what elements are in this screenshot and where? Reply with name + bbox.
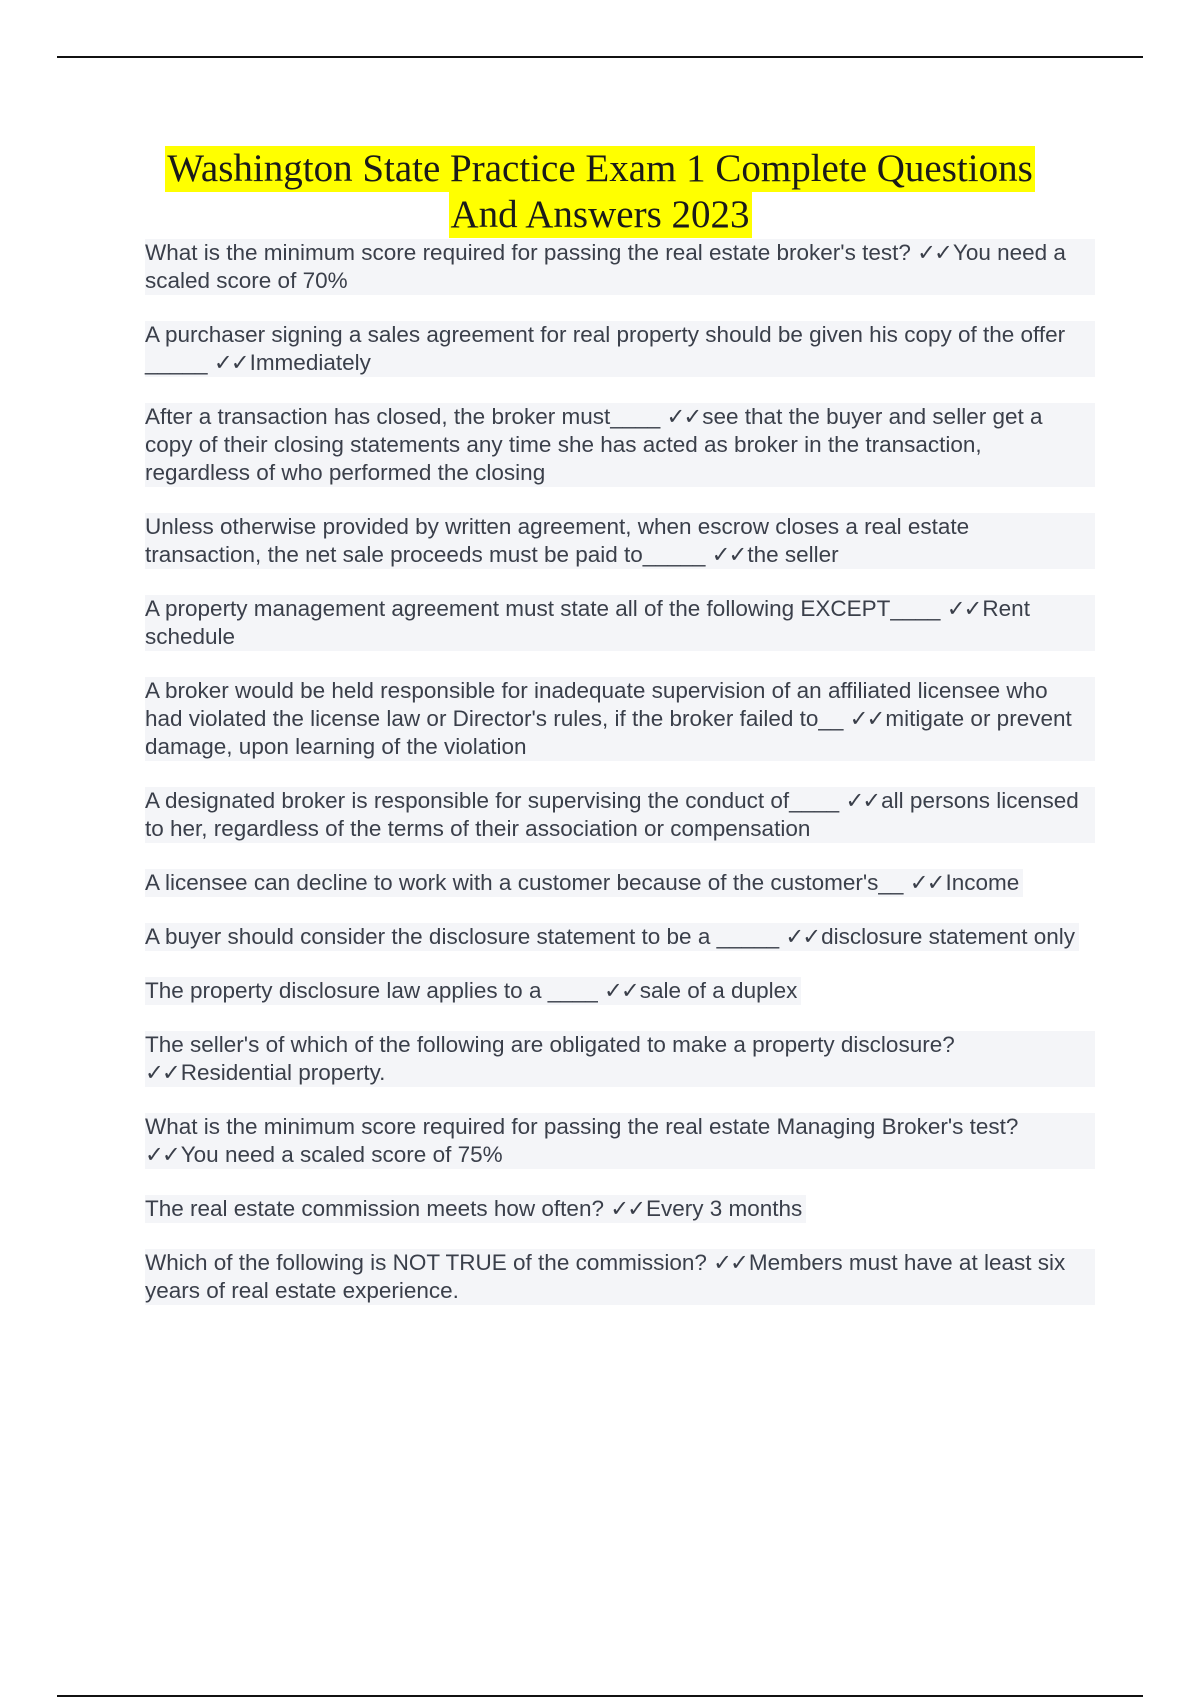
double-check-icon: ✓✓ [145, 1142, 179, 1167]
double-check-icon: ✓✓ [917, 240, 951, 265]
title-line-1: Washington State Practice Exam 1 Complete Questions [167, 147, 1033, 190]
answer-text: all persons licensed to her, regardless of the terms of their association or compensation [145, 788, 1079, 841]
document-title [0, 146, 1200, 238]
question-text: Unless otherwise provided by written agreement, when escrow closes a real estate transaction, the net sale proceeds must be paid to_____ [145, 514, 970, 567]
answer-text: the seller [747, 542, 839, 567]
answer-text: Residential property. [180, 1060, 386, 1085]
qa-text [145, 595, 1095, 651]
qa-text [145, 321, 1095, 377]
question-text: Which of the following is NOT TRUE of the commission? [145, 1250, 707, 1275]
question-text: A purchaser signing a sales agreement for real property should be given his copy of the offer _____ [145, 322, 1066, 375]
double-check-icon: ✓✓ [909, 870, 944, 895]
question-text: A designated broker is responsible for supervising the conduct of____ [145, 788, 840, 813]
question-text: A broker would be held responsible for inadequate supervision of an affiliated licensee who had violated the license law or Director's rules, if the broker failed to__ [145, 678, 1048, 731]
top-rule [57, 56, 1143, 58]
double-check-icon: ✓✓ [946, 596, 981, 621]
answer-text: Every 3 months [645, 1196, 803, 1221]
double-check-icon: ✓✓ [666, 404, 701, 429]
answer-text: You need a scaled score of 75% [180, 1142, 503, 1167]
question-text: The real estate commission meets how often? [145, 1196, 604, 1221]
double-check-icon: ✓✓ [845, 788, 880, 813]
qa-text [145, 1031, 1095, 1087]
qa-text [145, 923, 1079, 951]
answer-text: Immediately [249, 350, 371, 375]
double-check-icon: ✓✓ [610, 1196, 644, 1221]
answer-text: You need a scaled score of 70% [145, 240, 1066, 293]
qa-text [145, 239, 1095, 295]
qa-text [145, 1249, 1095, 1305]
qa-item [145, 1113, 1095, 1169]
qa-text [145, 869, 1023, 897]
double-check-icon: ✓✓ [785, 924, 820, 949]
question-text: The seller's of which of the following are obligated to make a property disclosure? [145, 1032, 955, 1057]
qa-item [145, 595, 1095, 651]
qa-item [145, 239, 1095, 295]
question-text: The property disclosure law applies to a ____ [145, 978, 598, 1003]
qa-item [145, 1249, 1095, 1305]
answer-text: Members must have at least six years of real estate experience. [145, 1250, 1066, 1303]
double-check-icon: ✓✓ [711, 542, 746, 567]
double-check-icon: ✓✓ [213, 350, 248, 375]
answer-text: Income [945, 870, 1020, 895]
answer-text: mitigate or prevent damage, upon learning of the violation [145, 706, 1072, 759]
qa-text [145, 403, 1095, 487]
qa-item [145, 513, 1095, 569]
qa-text [145, 787, 1095, 843]
question-text: What is the minimum score required for passing the real estate Managing Broker's test? [145, 1114, 1019, 1139]
qa-item [145, 403, 1095, 487]
question-text: After a transaction has closed, the broker must____ [145, 404, 661, 429]
title-line-2: And Answers 2023 [450, 193, 750, 236]
answer-text: see that the buyer and seller get a copy of their closing statements any time she has acted as broker in the transaction, regardless of who performed the closing [145, 404, 1043, 485]
qa-text [145, 1113, 1095, 1169]
question-text: A property management agreement must state all of the following EXCEPT____ [145, 596, 941, 621]
question-text: What is the minimum score required for passing the real estate broker's test? [145, 240, 911, 265]
double-check-icon: ✓✓ [713, 1250, 747, 1275]
qa-text [145, 677, 1095, 761]
qa-item [145, 787, 1095, 843]
double-check-icon: ✓✓ [849, 706, 884, 731]
question-text: A buyer should consider the disclosure statement to be a _____ [145, 924, 780, 949]
qa-text [145, 1195, 806, 1223]
qa-item [145, 321, 1095, 377]
qa-item [145, 1031, 1095, 1087]
qa-item [145, 977, 1095, 1005]
answer-text: disclosure statement only [821, 924, 1076, 949]
question-text: A licensee can decline to work with a customer because of the customer's__ [145, 870, 904, 895]
qa-text [145, 513, 1095, 569]
answer-text: sale of a duplex [639, 978, 798, 1003]
qa-list [145, 239, 1095, 1331]
qa-item [145, 923, 1095, 951]
qa-item [145, 1195, 1095, 1223]
answer-text: Rent schedule [145, 596, 1030, 649]
double-check-icon: ✓✓ [145, 1060, 179, 1085]
double-check-icon: ✓✓ [604, 978, 638, 1003]
qa-item [145, 677, 1095, 761]
bottom-rule [57, 1695, 1143, 1697]
qa-item [145, 869, 1095, 897]
qa-text [145, 977, 801, 1005]
